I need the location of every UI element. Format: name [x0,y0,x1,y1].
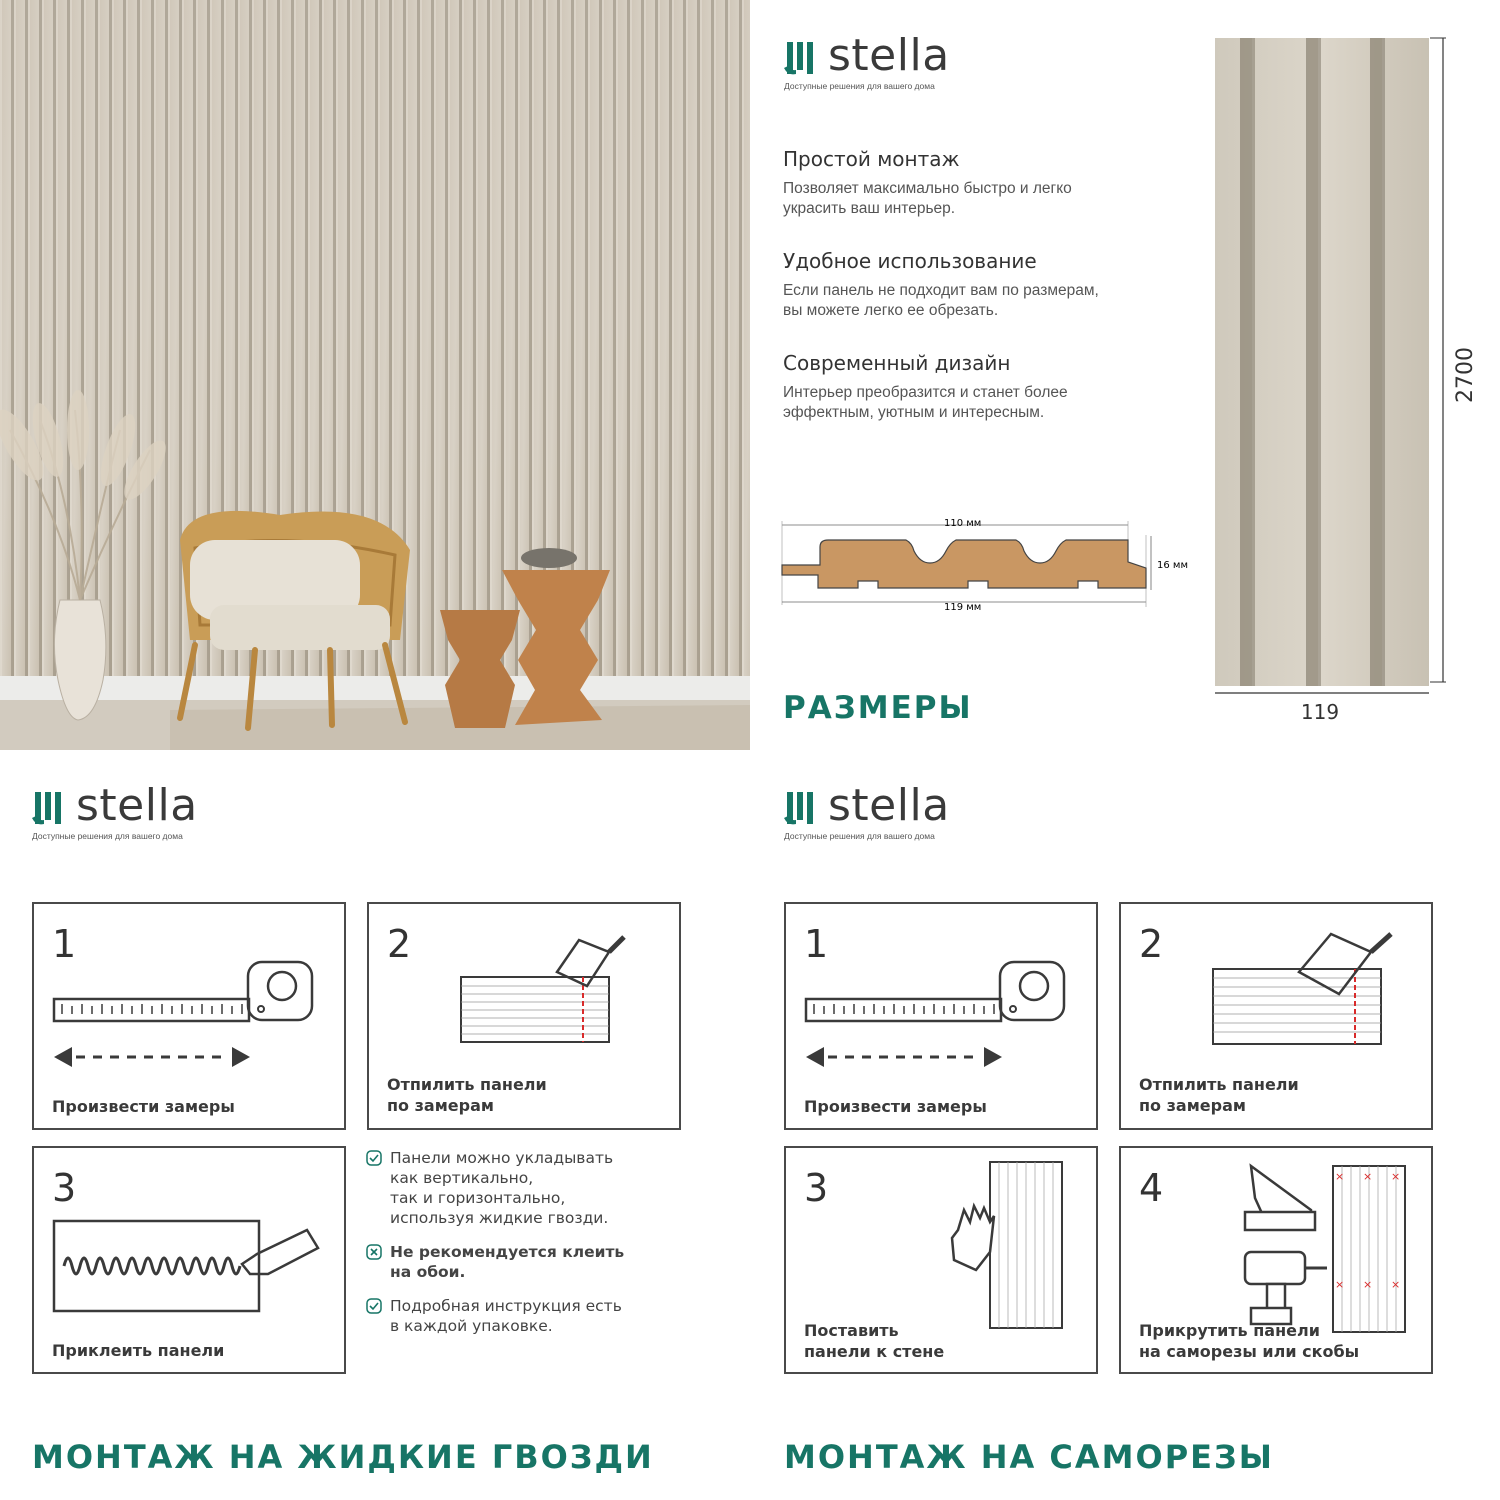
tape-measure-icon [804,954,1084,1084]
step-card [32,1146,346,1374]
feature-item [783,351,1068,423]
svg-text:×: × [1391,1278,1401,1291]
brand-name: stella [828,780,950,831]
saw-icon [459,932,659,1047]
step-caption: Произвести замеры [52,1097,235,1116]
brand-name: stella [76,780,198,831]
feature-item [783,249,1099,321]
liquid-nails-title: МОНТАЖ НА ЖИДКИЕ ГВОЗДИ [32,1438,654,1476]
panel-width-label: 119 [1300,700,1340,724]
step-number: 1 [804,922,829,966]
feature-item [783,147,1072,219]
note-line: как вертикально, [390,1169,534,1187]
step-number: 2 [1139,922,1164,966]
panel-height-label: 2700 [1453,347,1478,403]
svg-text:×: × [1363,1278,1373,1291]
step-number: 4 [1139,1166,1164,1210]
step-card [367,902,681,1130]
feature-title: Современный дизайн [783,351,1011,375]
note-item [366,1296,696,1341]
tape-measure-icon [52,954,332,1084]
step-number: 3 [804,1166,829,1210]
feature-title: Удобное использование [783,249,1037,273]
panel-profile-diagram [778,515,1198,615]
feature-text: Позволяет максимально быстро и легко [783,180,1072,197]
note-line: Панели можно укладывать [390,1149,614,1167]
note-line: используя жидкие гвозди. [390,1209,609,1227]
saw-icon [1211,932,1411,1047]
svg-text:×: × [1391,1170,1401,1183]
sizes-title: РАЗМЕРЫ [783,690,973,726]
interior-photo [0,0,750,750]
step-caption: по замерам [387,1096,494,1115]
dim-bottom-width: 119 мм [944,602,982,613]
feature-text: Интерьер преобразится и станет более [783,384,1068,401]
step-caption: панели к стене [804,1342,945,1361]
svg-text:×: × [1335,1278,1345,1291]
stapler-drill-icon [1231,1158,1431,1338]
step-number: 3 [52,1166,77,1210]
screws-title: МОНТАЖ НА САМОРЕЗЫ [784,1438,1274,1476]
glue-icon [52,1216,332,1321]
step-number: 2 [387,922,412,966]
step-caption: Приклеить панели [52,1341,225,1360]
panel-wall-icon [946,1160,1076,1335]
brand-tagline: Доступные решения для вашего дома [784,81,935,91]
brand-logo [784,30,984,95]
note-line: так и горизонтально, [390,1189,566,1207]
brand-tagline: Доступные решения для вашего дома [32,831,183,841]
feature-text: вы можете легко ее обрезать. [783,302,999,319]
check-icon [366,1150,382,1166]
step-caption: Отпилить панели [387,1075,547,1094]
stella-logo-icon [784,40,820,76]
feature-title: Простой монтаж [783,147,960,171]
svg-text:×: × [1363,1170,1373,1183]
step-card [784,1146,1098,1374]
note-line: в каждой упаковке. [390,1317,553,1335]
step-caption: Поставить [804,1321,899,1340]
brand-tagline: Доступные решения для вашего дома [784,831,935,841]
step-caption: по замерам [1139,1096,1246,1115]
feature-text: эффектным, уютным и интересным. [783,404,1045,421]
panel-front-view [1210,32,1490,732]
note-item [366,1148,696,1238]
svg-text:×: × [1335,1170,1345,1183]
brand-name: stella [828,30,950,81]
feature-text: украсить ваш интерьер. [783,200,956,217]
note-line: на обои. [390,1263,466,1281]
dim-top-width: 110 мм [944,518,982,529]
step-card [1119,902,1433,1130]
step-caption: на саморезы или скобы [1139,1342,1360,1361]
step-card [784,902,1098,1130]
brand-logo [32,780,232,845]
check-icon [366,1298,382,1314]
note-item [366,1242,696,1287]
note-line: Не рекомендуется клеить [390,1243,625,1261]
dim-thickness: 16 мм [1157,560,1188,571]
brand-logo [784,780,984,845]
stella-logo-icon [784,790,820,826]
step-caption: Произвести замеры [804,1097,987,1116]
step-card [32,902,346,1130]
step-number: 1 [52,922,77,966]
note-line: Подробная инструкция есть [390,1297,622,1315]
stella-logo-icon [32,790,68,826]
interior-illustration [0,0,750,750]
feature-text: Если панель не подходит вам по размерам, [783,282,1099,299]
cross-icon [366,1244,382,1260]
step-caption: Отпилить панели [1139,1075,1299,1094]
step-caption: Прикрутить панели [1139,1321,1320,1340]
step-card [1119,1146,1433,1374]
